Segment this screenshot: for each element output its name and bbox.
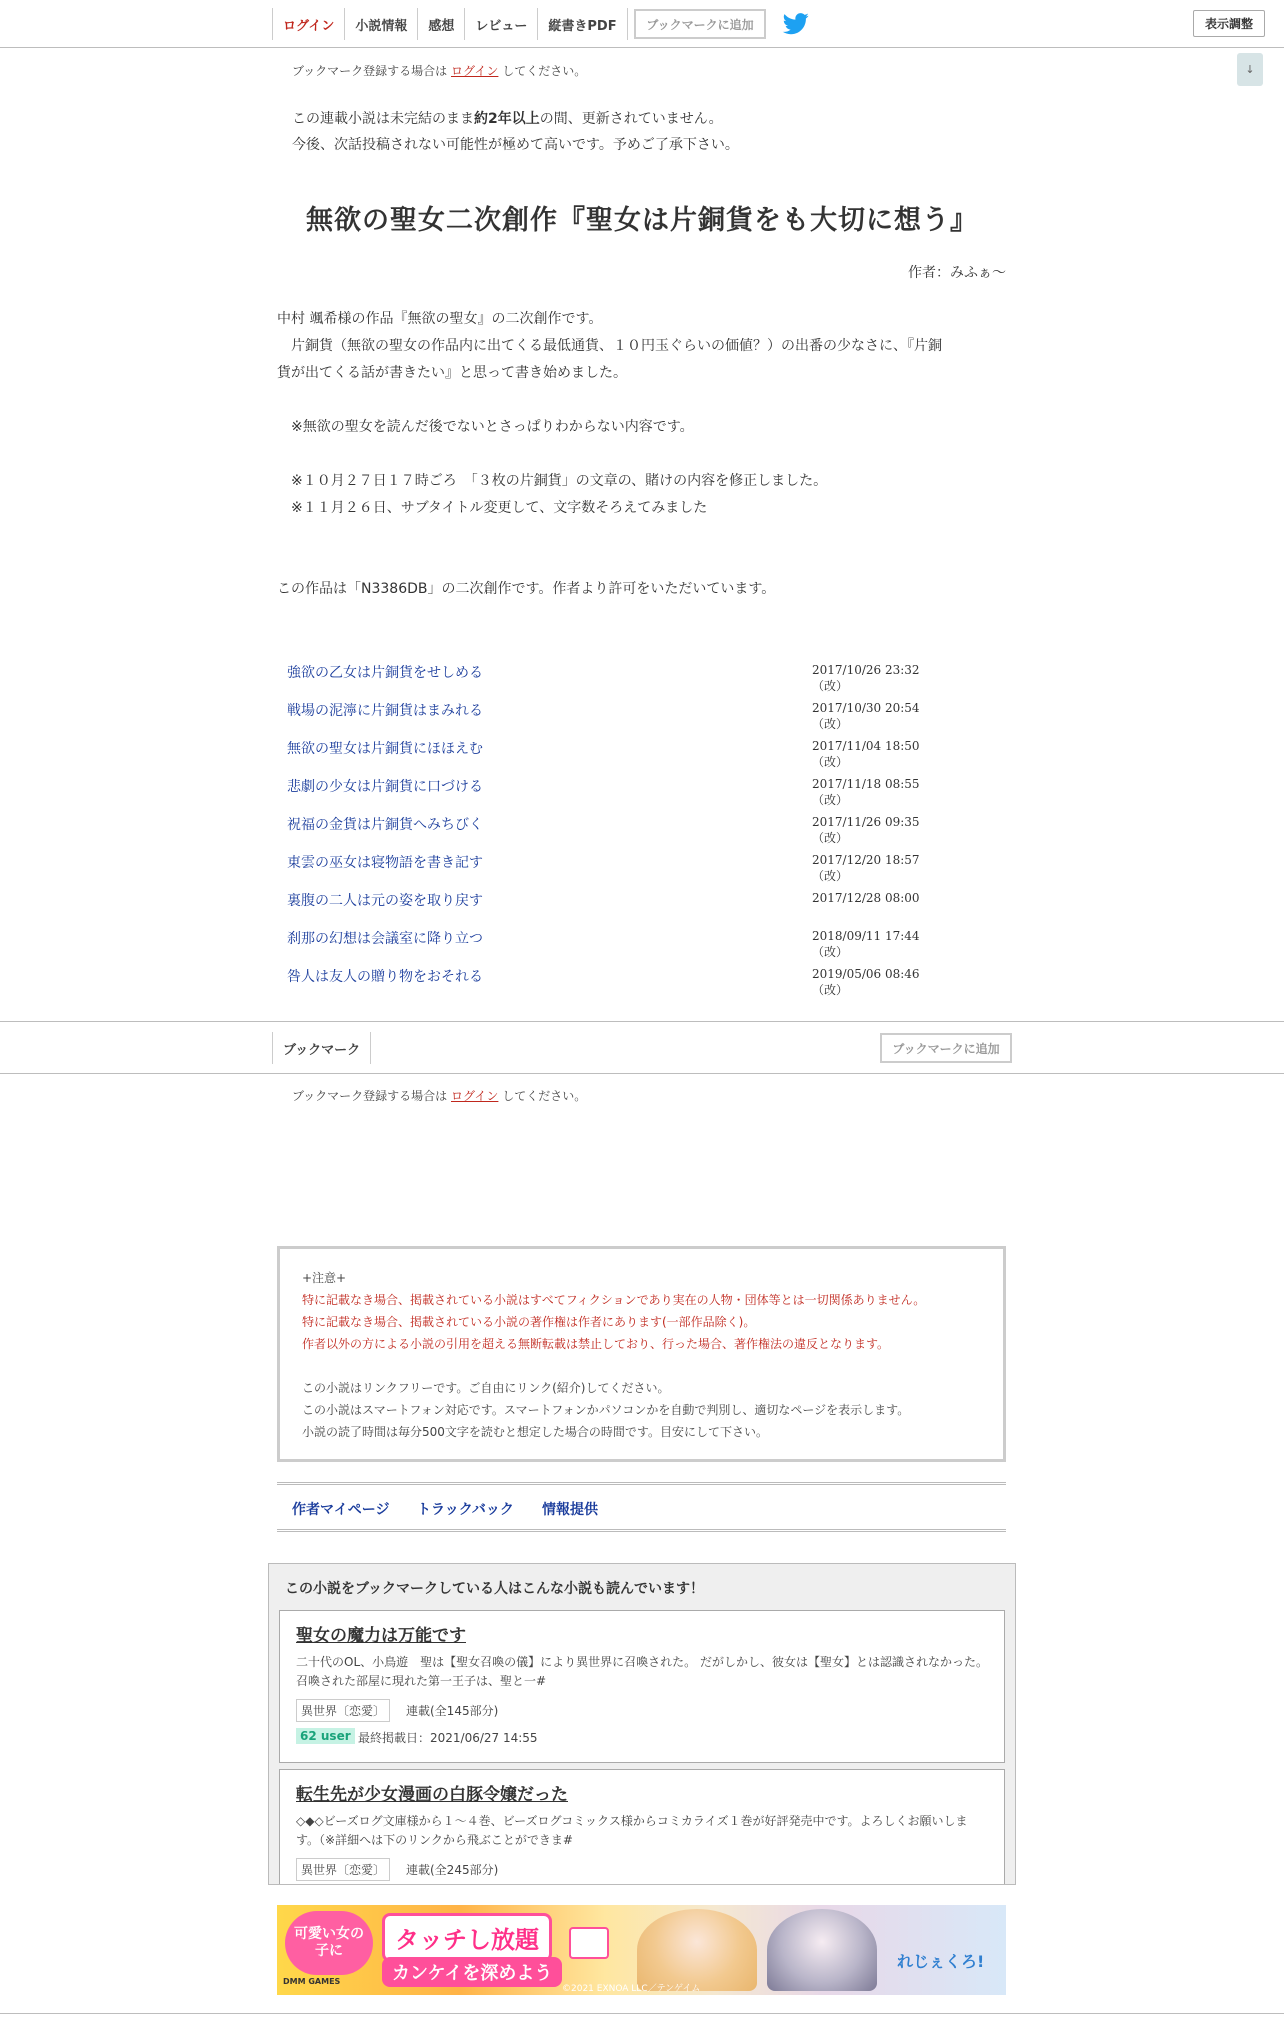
chapter-date	[812, 701, 947, 732]
notice-line: この小説はリンクフリーです。ご自由にリンク(紹介)してください。	[302, 1381, 670, 1395]
notice-box	[277, 1246, 1006, 1462]
chapter-revised-mark: （改）	[812, 869, 849, 883]
hand-icon	[569, 1927, 609, 1959]
divider	[0, 1021, 1284, 1022]
chapter-revised-mark: （改）	[812, 831, 849, 845]
chapter-row	[287, 882, 947, 920]
chapter-date	[812, 815, 947, 846]
top-nav	[272, 8, 628, 40]
derivative-notice: この作品は「N3386DB」の二次創作です。作者より許可をいただいています。	[277, 581, 776, 597]
nav-impressions[interactable]: 感想	[417, 8, 464, 40]
divider	[0, 1073, 1284, 1074]
top-bar	[0, 0, 1284, 48]
chapter-revised-mark: （改）	[812, 793, 849, 807]
hint-prefix: ブックマーク登録する場合は	[292, 64, 448, 78]
page-bottom-divider	[0, 2013, 1284, 2014]
banner-text-cute-girl: 可愛い女の子に	[285, 1911, 373, 1975]
notice-red-line: 特に記載なき場合、掲載されている小説はすべてフィクションであり実在の人物・団体等とは一切関係ありません。	[302, 1293, 926, 1307]
hint-suffix: してください。	[502, 64, 587, 78]
chapter-date-text: 2019/05/06 08:46	[812, 967, 920, 981]
banner-copyright: ©2021 EXNOA LLC／テンゲイム	[562, 1984, 701, 1994]
warning-text-c: の間、更新されていません。	[539, 111, 723, 127]
chapter-row	[287, 806, 947, 844]
notice-heading: +注意+	[302, 1271, 347, 1285]
chapter-row	[287, 692, 947, 730]
chapter-date	[812, 891, 920, 905]
chapter-row	[287, 730, 947, 768]
summary-line: ※１０月２７日１７時ごろ 「３枚の片銅貨」の文章の、賭けの内容を修正しました。	[277, 473, 828, 489]
summary-line: 貨が出てくる話が書きたい』と思って書き始めました。	[277, 365, 627, 381]
twitter-icon[interactable]	[782, 13, 810, 35]
chapter-title-link[interactable]: 咎人は友人の贈り物をおそれる	[287, 969, 483, 985]
chapter-title-link[interactable]: 悲劇の少女は片銅貨に口づける	[287, 779, 483, 795]
banner-text-relation: カンケイを深めよう	[382, 1957, 562, 1987]
character-illustration-2	[767, 1909, 877, 1991]
ad-banner[interactable]	[277, 1905, 1006, 1995]
hint-suffix: してください。	[502, 1089, 587, 1103]
bookmark-login-hint	[292, 62, 586, 79]
bookmark-add-button[interactable]: ブックマークに追加	[634, 9, 766, 39]
hint-login-link[interactable]: ログイン	[451, 64, 499, 78]
nav-review[interactable]: レビュー	[464, 8, 537, 40]
game-logo: れじぇくろ!	[897, 1952, 985, 1971]
recommendation-card[interactable]	[279, 1769, 1005, 1885]
nav-login[interactable]: ログイン	[272, 8, 344, 40]
genre-tag: 異世界〔恋愛〕	[296, 1699, 390, 1722]
chapter-row	[287, 844, 947, 882]
summary-line: 中村 颯希様の作品『無欲の聖女』の二次創作です。	[277, 311, 603, 327]
chapter-revised-mark: （改）	[812, 983, 849, 997]
chapter-date-text: 2017/12/20 18:57	[812, 853, 920, 867]
series-status: 連載(全145部分)	[406, 1704, 499, 1718]
chapter-date	[812, 739, 947, 770]
chapter-title-link[interactable]: 刹那の幻想は会議室に降り立つ	[287, 931, 483, 947]
chapter-date-text: 2017/11/18 08:55	[812, 777, 920, 791]
summary-line: ※無欲の聖女を読んだ後でないとさっぱりわからない内容です。	[277, 419, 694, 435]
chapter-row	[287, 958, 947, 996]
chapter-date	[812, 663, 947, 694]
bookmark-add-button-bottom[interactable]: ブックマークに追加	[880, 1033, 1012, 1063]
novel-title: 無欲の聖女二次創作『聖女は片銅貨をも大切に想う』	[306, 205, 978, 236]
character-illustration-1	[637, 1909, 757, 1991]
warning-duration: 約2年以上	[474, 111, 540, 127]
chapter-revised-mark: （改）	[812, 717, 849, 731]
chapter-date-text: 2017/11/26 09:35	[812, 815, 920, 829]
notice-red-line: 作者以外の方による小説の引用を超える無断転載は禁止しており、行った場合、著作権法の違反となります。	[302, 1337, 890, 1351]
display-adjust-button[interactable]: 表示調整	[1193, 10, 1265, 37]
chapter-date-text: 2018/09/11 17:44	[812, 929, 920, 943]
chapter-date	[812, 967, 947, 998]
recommendation-box	[268, 1563, 1016, 1885]
trackback-link[interactable]: トラックバック	[417, 1502, 514, 1518]
chapter-row	[287, 768, 947, 806]
chapter-title-link[interactable]: 祝福の金貨は片銅貨へみちびく	[287, 817, 483, 833]
info-report-link[interactable]: 情報提供	[542, 1502, 598, 1518]
chapter-date	[812, 853, 947, 884]
notice-red-line: 特に記載なき場合、掲載されている小説の著作権は作者にあります(一部作品除く)。	[302, 1315, 756, 1329]
chapter-row	[287, 920, 947, 958]
recommendation-heading: この小説をブックマークしている人はこんな小説も読んでいます！	[285, 1581, 705, 1597]
summary-line: 片銅貨（無欲の聖女の作品内に出てくる最低通貨、１０円玉ぐらいの価値？）の出番の少なさに、『片銅	[277, 338, 942, 354]
chapter-date	[812, 929, 947, 960]
series-status: 連載(全245部分)	[406, 1863, 499, 1877]
chapter-row	[287, 654, 947, 692]
nav-vertical-pdf[interactable]: 縦書きPDF	[537, 8, 627, 40]
genre-tag: 異世界〔恋愛〕	[296, 1858, 390, 1881]
notice-line: この小説はスマートフォン対応です。スマートフォンかパソコンかを自動で判別し、適切なページを表示します。	[302, 1403, 910, 1417]
hiatus-warning-line1	[292, 108, 723, 128]
chapter-title-link[interactable]: 強欲の乙女は片銅貨をせしめる	[287, 665, 483, 681]
chapter-title-link[interactable]: 戦場の泥濘に片銅貨はまみれる	[287, 703, 483, 719]
user-count-badge: 62 user	[296, 1728, 355, 1744]
notice-line: 小説の読了時間は毎分500文字を読むと想定した場合の時間です。目安にして下さい。	[302, 1425, 768, 1439]
summary-line: ※１１月２６日、サブタイトル変更して、文字数そろえてみました	[277, 500, 708, 516]
recommendation-title[interactable]: 転生先が少女漫画の白豚令嬢だった	[296, 1785, 568, 1805]
banner-text-touch: タッチし放題	[382, 1913, 552, 1962]
chapter-date-text: 2017/12/28 08:00	[812, 891, 920, 905]
last-updated: 最終掲載日：2021/06/27 14:55	[358, 1731, 538, 1745]
chapter-revised-mark: （改）	[812, 679, 849, 693]
author-mypage-link[interactable]: 作者マイページ	[292, 1502, 390, 1518]
recommendation-title[interactable]: 聖女の魔力は万能です	[296, 1626, 466, 1646]
recommendation-summary: ◇◆◇ビーズログ文庫様から１～４巻、ビーズログコミックス様からコミカライズ１巻が好評発売中です。よろしくお願いします。（※詳細へは下のリンクから飛ぶことができま#	[296, 1814, 968, 1847]
hiatus-warning-line2: 今後、次話投稿されない可能性が極めて高いです。予めご了承下さい。	[292, 137, 739, 153]
warning-text-a: この連載小説は未完結のまま	[292, 111, 474, 127]
bookmark-tab[interactable]: ブックマーク	[272, 1032, 371, 1064]
recommendation-summary: 二十代のOL、小鳥遊 聖は【聖女召喚の儀】により異世界に召喚された。 だがしかし、彼女は【聖女】とは認識されなかった。 召喚された部屋に現れた第一王子は、聖と一#	[296, 1655, 988, 1688]
nav-novel-info[interactable]: 小説情報	[344, 8, 417, 40]
chapter-date-text: 2017/10/30 20:54	[812, 701, 920, 715]
hint-login-link[interactable]: ログイン	[451, 1089, 499, 1103]
chapter-date	[812, 777, 947, 808]
chapter-revised-mark: （改）	[812, 945, 849, 959]
footer-links	[277, 1482, 1006, 1532]
chapter-date-text: 2017/11/04 18:50	[812, 739, 920, 753]
banner-maker: DMM GAMES	[283, 1977, 341, 1986]
bookmark-login-hint-bottom	[292, 1087, 586, 1104]
scroll-down-button[interactable]: ↓	[1237, 53, 1263, 86]
novel-author[interactable]: 作者：みふぁ～	[908, 265, 1006, 281]
chapter-title-link[interactable]: 無欲の聖女は片銅貨にほほえむ	[287, 741, 483, 757]
chapter-date-text: 2017/10/26 23:32	[812, 663, 920, 677]
chapter-title-link[interactable]: 東雲の巫女は寝物語を書き記す	[287, 855, 483, 871]
hint-prefix: ブックマーク登録する場合は	[292, 1089, 448, 1103]
recommendation-card[interactable]	[279, 1610, 1005, 1763]
chapter-revised-mark: （改）	[812, 755, 849, 769]
chapter-title-link[interactable]: 裏腹の二人は元の姿を取り戻す	[287, 893, 483, 909]
